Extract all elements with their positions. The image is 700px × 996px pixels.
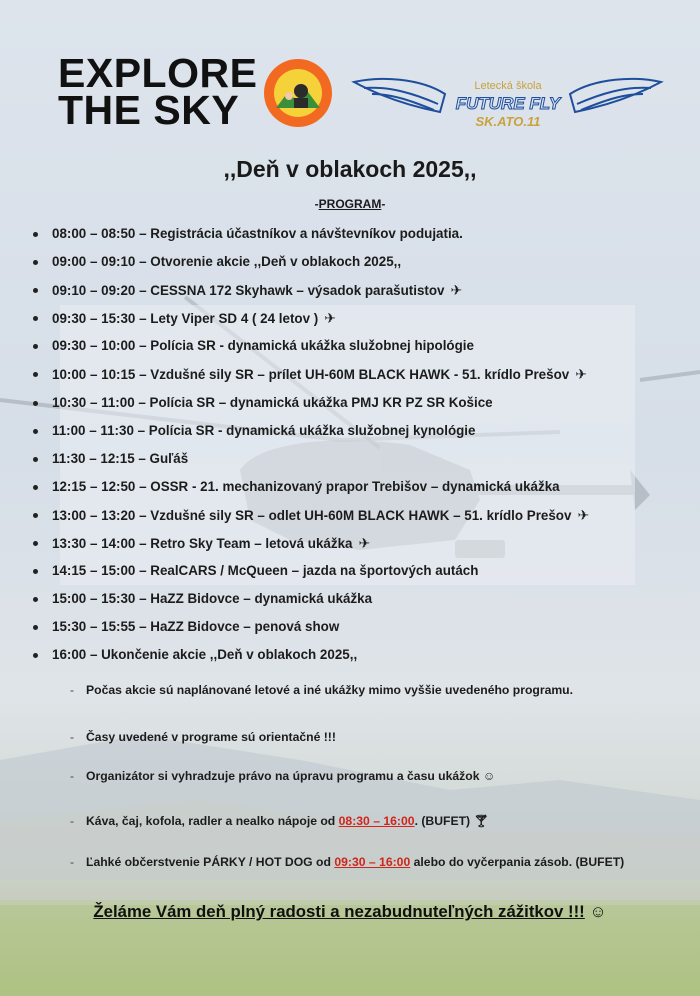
- schedule-item: [33, 641, 673, 669]
- schedule-item-text: 11:30 – 12:15 – Guľáš: [52, 450, 189, 466]
- schedule-item-text: 15:00 – 15:30 – HaZZ Bidovce – dynamická ukážka: [52, 591, 373, 607]
- schedule-item: [33, 417, 673, 445]
- schedule-item-text: 16:00 – Ukončenie akcie ,,Deň v oblakoch 2025,,: [52, 647, 358, 663]
- smiley-icon: ☺: [589, 902, 607, 921]
- schedule-item-text: 11:00 – 11:30 – Polícia SR - dynamická ukážka služobnej kynológie: [52, 422, 476, 438]
- schedule-item: [33, 276, 673, 304]
- schedule-item: [33, 445, 673, 473]
- schedule-item-text: 09:30 – 15:30 – Lety Viper SD 4 ( 24 letov ): [52, 311, 319, 327]
- bullet-icon: [33, 541, 38, 546]
- future-fly-logo: [350, 72, 665, 132]
- schedule-item-text: 10:00 – 10:15 – Vzdušné sily SR – prílet UH-60M BLACK HAWK - 51. krídlo Prešov: [52, 367, 570, 383]
- schedule-item: [33, 360, 673, 388]
- schedule-item-text: 15:30 – 15:55 – HaZZ Bidovce – penová show: [52, 619, 340, 635]
- explore-the-sky-logo: [58, 50, 258, 133]
- schedule-item: [33, 389, 673, 417]
- bullet-icon: [33, 232, 38, 237]
- schedule-item-text: 09:30 – 10:00 – Polícia SR - dynamická ukážka služobnej hipológie: [52, 338, 474, 354]
- airplane-icon: ✈: [358, 535, 371, 552]
- schedule-item-text: 12:15 – 12:50 – OSSR - 21. mechanizovaný prapor Trebišov – dynamická ukážka: [52, 478, 560, 494]
- bullet-icon: [33, 401, 38, 406]
- bullet-icon: [33, 288, 38, 293]
- closing-message: [0, 902, 700, 922]
- bullet-icon: [33, 429, 38, 434]
- schedule-item-text: 13:30 – 14:00 – Retro Sky Team – letová ukážka: [52, 536, 353, 552]
- schedule-item: [33, 248, 673, 276]
- closing-text: Želáme Vám deň plný radosti a nezabudnuteľných zážitkov !!!: [93, 902, 585, 921]
- schedule-item: [33, 332, 673, 360]
- bufet-food-time: 09:30 – 16:00: [334, 855, 411, 869]
- schedule-item: [33, 585, 673, 613]
- note-text: Ľahké občerstvenie PÁRKY / HOT DOG od: [86, 855, 335, 869]
- schedule-item-text: 13:00 – 13:20 – Vzdušné sily SR – odlet UH-60M BLACK HAWK – 51. krídlo Prešov: [52, 507, 572, 523]
- logo-line-2: THE SKY: [58, 87, 240, 133]
- bullet-icon: [33, 513, 38, 518]
- bullet-icon: [33, 372, 38, 377]
- schedule-item: [33, 557, 673, 585]
- schedule-item: [33, 304, 673, 332]
- schedule-list: [33, 220, 673, 670]
- logo-right-line-1: Letecká škola: [474, 80, 542, 92]
- program-heading: -PROGRAM-: [314, 197, 386, 211]
- explore-the-sky-badge-icon: [263, 58, 333, 128]
- note-text: Káva, čaj, kofola, radler a nealko nápoje od: [86, 814, 339, 828]
- airplane-icon: ✈: [575, 366, 587, 383]
- logo-right-line-3: SK.ATO.11: [475, 114, 541, 129]
- note-text: Organizátor si vyhradzuje právo na úpravu programu a času ukážok ☺: [86, 769, 496, 783]
- program-label: PROGRAM: [318, 197, 382, 211]
- note-item: - Ľahké občerstvenie PÁRKY / HOT DOG od 09:30 – 16:00 alebo do vyčerpania zásob. (BUFET): [70, 855, 625, 869]
- event-title: ,,Deň v oblakoch 2025,,: [223, 156, 477, 182]
- note-text: Časy uvedené v programe sú orientačné !!!: [86, 730, 336, 744]
- schedule-item-text: 10:30 – 11:00 – Polícia SR – dynamická ukážka PMJ KR PZ SR Košice: [52, 394, 493, 410]
- bullet-icon: [33, 597, 38, 602]
- bullet-icon: [33, 569, 38, 574]
- note-item: - Časy uvedené v programe sú orientačné !!!: [70, 730, 336, 744]
- note-item: - Káva, čaj, kofola, radler a nealko nápoje od 08:30 – 16:00. (BUFET) 🍸︎: [70, 814, 489, 828]
- schedule-item: [33, 613, 673, 641]
- schedule-item-text: 09:00 – 09:10 – Otvorenie akcie ,,Deň v oblakoch 2025,,: [52, 254, 402, 270]
- schedule-item-text: 09:10 – 09:20 – CESSNA 172 Skyhawk – výsadok parašutistov: [52, 283, 445, 299]
- note-item: - Organizátor si vyhradzuje právo na úpravu programu a času ukážok ☺: [70, 769, 496, 783]
- logo-right-line-2: FUTURE FLY: [455, 94, 561, 113]
- bullet-icon: [33, 316, 38, 321]
- bullet-icon: [33, 625, 38, 630]
- bullet-icon: [33, 260, 38, 265]
- schedule-item: [33, 220, 673, 248]
- bullet-icon: [33, 457, 38, 462]
- schedule-item: [33, 473, 673, 501]
- airplane-icon: ✈: [577, 506, 590, 523]
- schedule-item: [33, 529, 673, 557]
- bullet-icon: [33, 485, 38, 490]
- logo-line-1: EXPLORE: [58, 50, 258, 96]
- airplane-icon: ✈: [324, 310, 336, 327]
- note-text: . (BUFET) 🍸︎: [414, 814, 489, 828]
- schedule-item-text: 14:15 – 15:00 – RealCARS / McQueen – jazda na športových autách: [52, 563, 479, 579]
- airplane-icon: ✈: [450, 282, 463, 299]
- bullet-icon: [33, 653, 38, 658]
- bufet-drinks-time: 08:30 – 16:00: [338, 814, 415, 828]
- note-text: alebo do vyčerpania zásob. (BUFET): [410, 855, 625, 869]
- note-item: - Počas akcie sú naplánované letové a iné ukážky mimo vyššie uvedeného programu.: [70, 683, 574, 697]
- schedule-item-text: 08:00 – 08:50 – Registrácia účastníkov a návštevníkov podujatia.: [52, 226, 463, 241]
- bullet-icon: [33, 344, 38, 349]
- schedule-item: [33, 501, 673, 529]
- note-text: Počas akcie sú naplánované letové a iné ukážky mimo vyššie uvedeného programu.: [86, 683, 574, 697]
